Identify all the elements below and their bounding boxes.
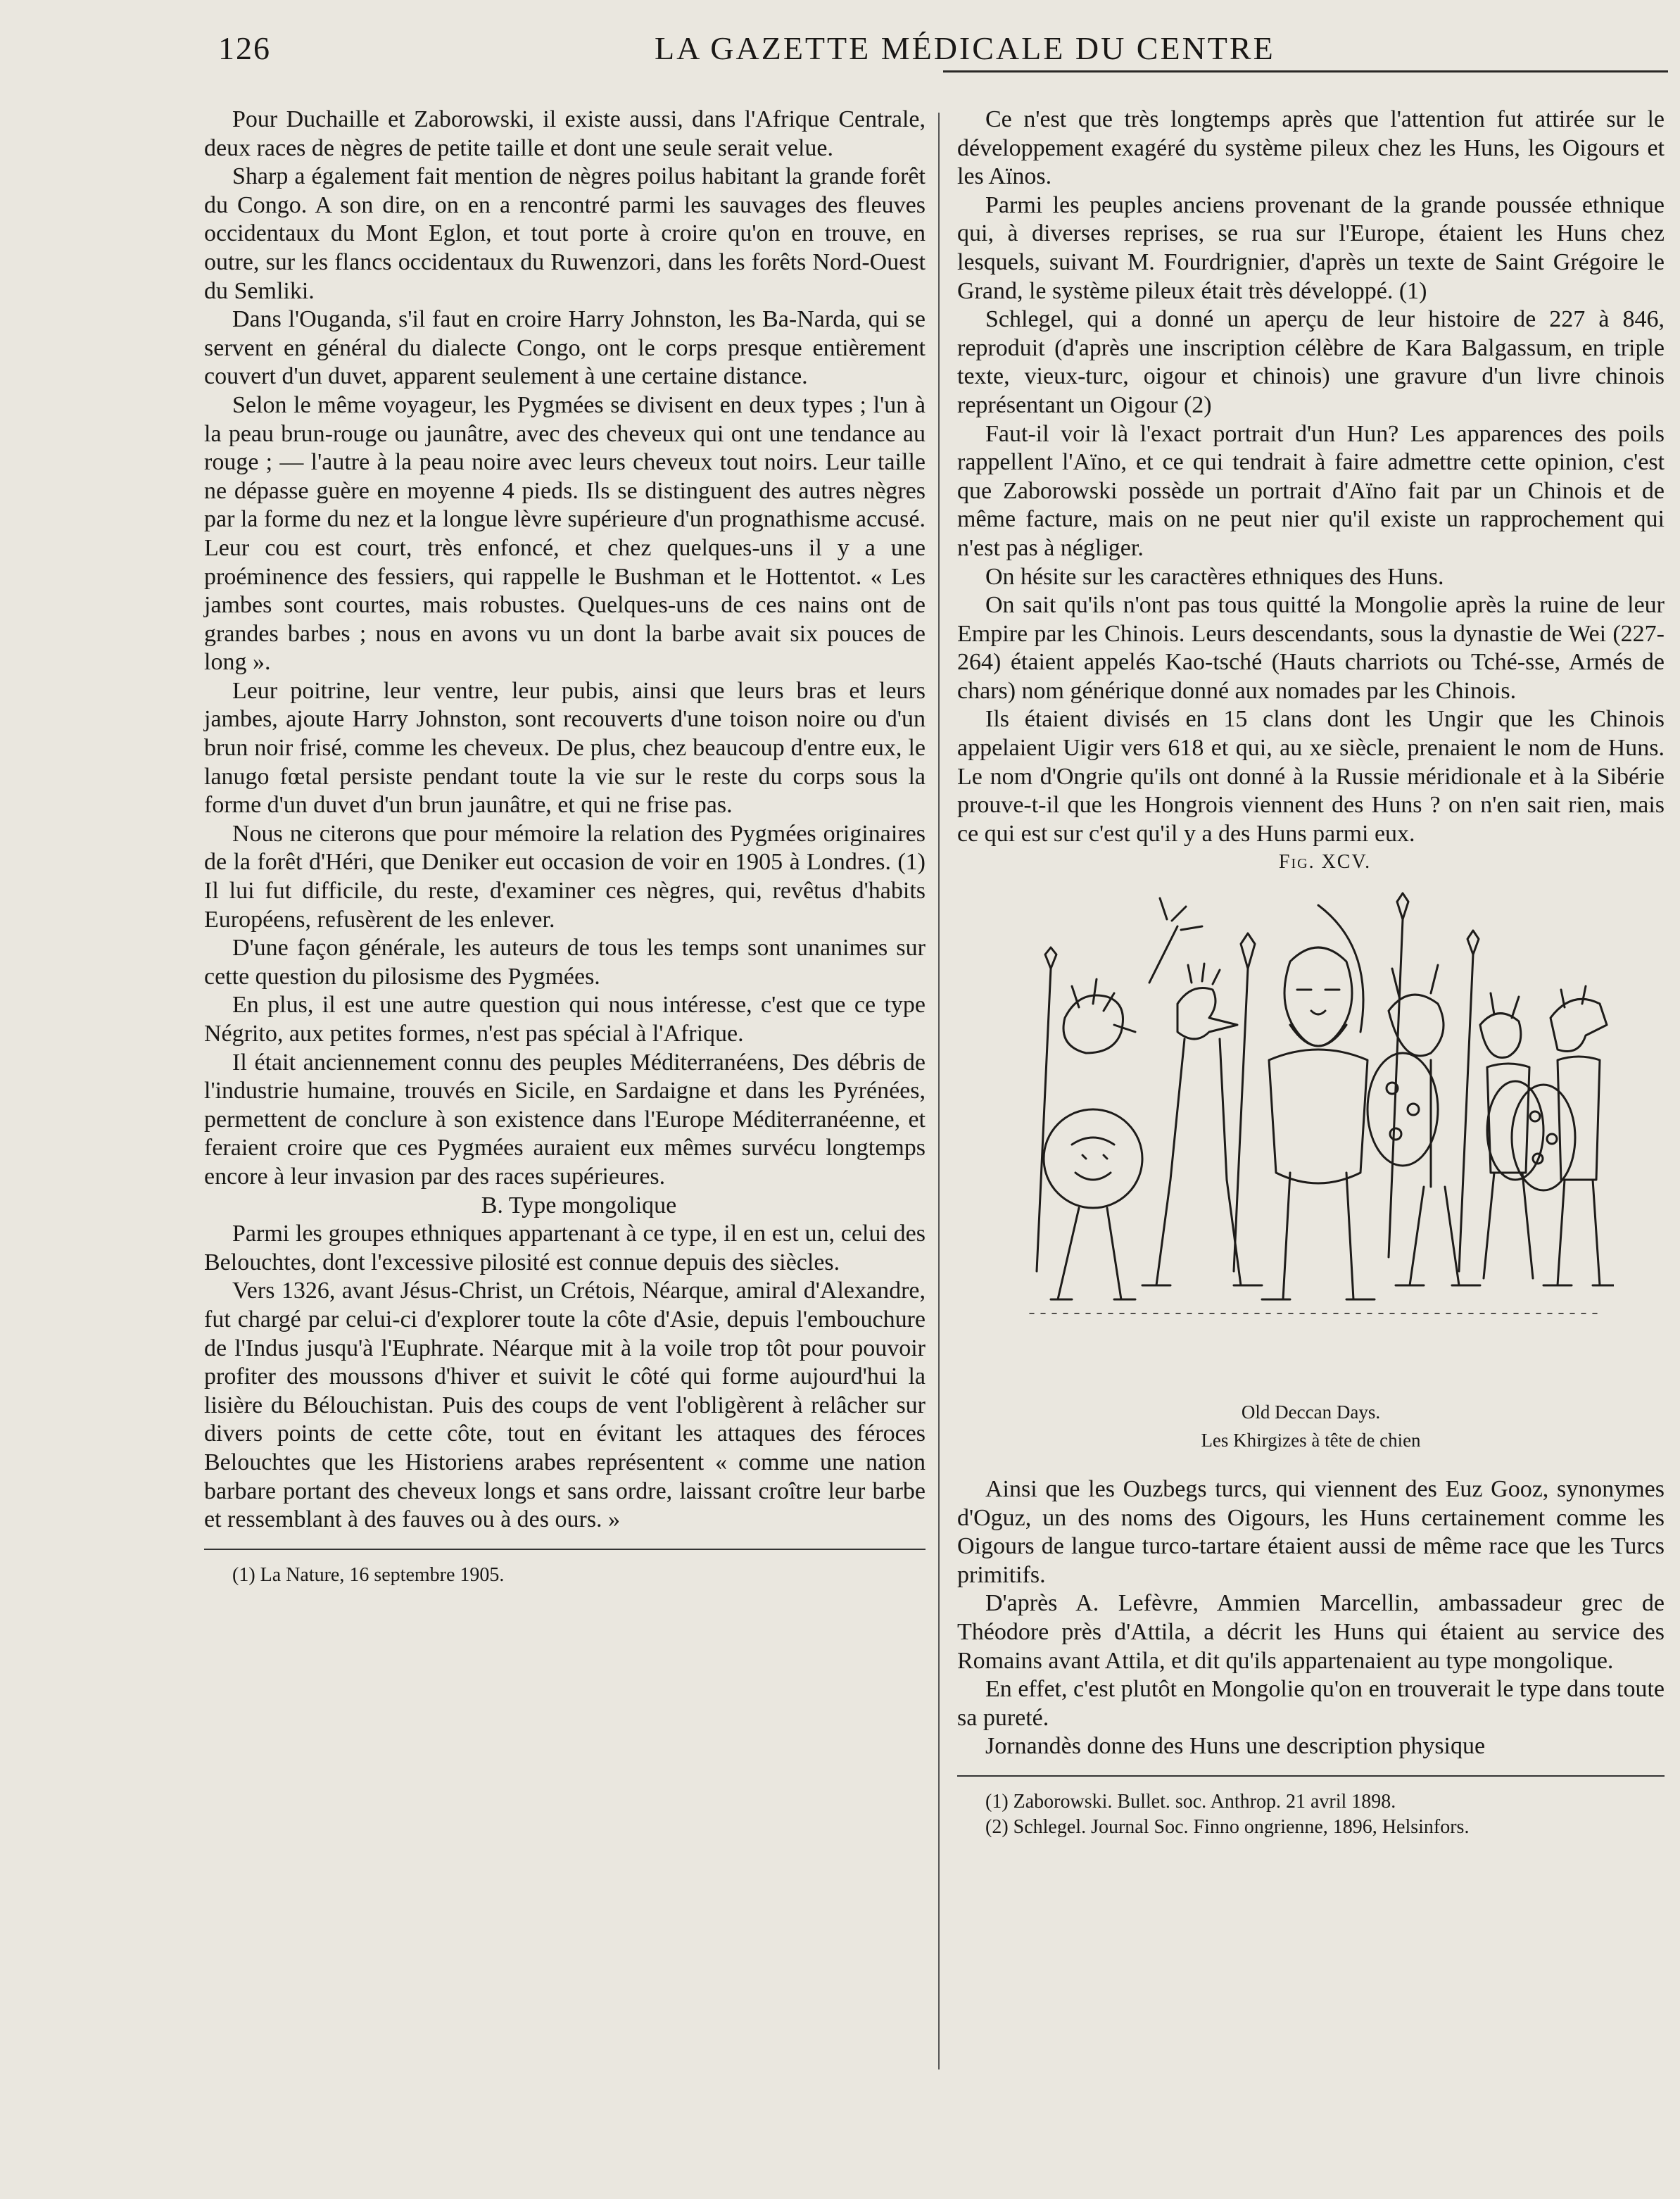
warrior-figure-1 bbox=[1037, 947, 1142, 1299]
figure-caption-line: Les Khirgizes à tête de chien bbox=[1201, 1430, 1421, 1451]
paragraph: Jornandès donne des Huns une description physique bbox=[985, 1733, 1486, 1760]
column-divider bbox=[938, 113, 940, 2069]
paragraph: Ce n'est que très longtemps après que l'attention fut attirée sur le développement exagéré du système pileux chez les Huns, les Oigours et les Aïnos. bbox=[957, 106, 1665, 190]
footnote: (1) Zaborowski. Bullet. soc. Anthrop. 21 avril 1898. bbox=[985, 1790, 1396, 1813]
paragraph: En plus, il est une autre question qui nous intéresse, c'est que ce type Négrito, aux petites formes, n'est pas spécial à l'Afrique. bbox=[204, 992, 926, 1047]
footnote: (1) La Nature, 16 septembre 1905. bbox=[232, 1563, 505, 1586]
section-heading: B. Type mongolique bbox=[481, 1192, 677, 1218]
paragraph: Vers 1326, avant Jésus-Christ, un Crétois, Néarque, amiral d'Alexandre, fut chargé par celui-ci d'explorer toute la côte d'Asie, depuis l'embouchure de l'Indus jusqu'à l'Euphrate. Néarque mit à la voile trop tôt pour pouvoir profiter des moussons d'hiver et suivit le côté qui forme aujourd'hui la lisière du Bélouchistan. Puis des coups de vent l'obligèrent à relâcher sur divers points de cette côte, tout en évitant les attaques des féroces Belouchtes que les Historiens arabes représentent « comme une nation barbare portant des cheveux longs et sans ordre, laissant croître leur barbe et ressemblant à des fauves ou à des ours. » bbox=[204, 1278, 926, 1533]
paragraph: Parmi les groupes ethniques appartenant à ce type, il en est un, celui des Belouchtes, dont l'excessive pilosité est connue depuis des siècles. bbox=[204, 1221, 926, 1275]
paragraph: Ainsi que les Ouzbegs turcs, qui viennent des Euz Gooz, synonymes d'Oguz, un des noms des Oigours, les Huns certainement comme les Oigours de langue turco-tartare étaient aussi de même race que les Turcs primitifs. bbox=[957, 1476, 1665, 1588]
paragraph: Schlegel, qui a donné un aperçu de leur histoire de 227 à 846, reproduit (d'après une inscription célèbre de Kara Balgassum, en triple texte, vieux-turc, oigour et chinois) une gravure d'un livre chinois représentant un Oigour (2) bbox=[957, 306, 1665, 418]
paragraph: Leur poitrine, leur ventre, leur pubis, ainsi que leurs bras et leurs jambes, ajoute Harry Johnston, sont recouverts d'une toison noire ou d'un brun noir frisé, comme les cheveux. De plus, chez beaucoup d'entre eux, le lanugo fœtal persiste pendant toute la vie sur le reste du corps sous la forme d'un duvet d'un brun jaunâtre, et qui ne frise pas. bbox=[204, 677, 926, 819]
footnote: (2) Schlegel. Journal Soc. Finno ongrienne, 1896, Helsinfors. bbox=[985, 1815, 1470, 1838]
warrior-figure-3 bbox=[1234, 905, 1375, 1299]
paragraph: D'après A. Lefèvre, Ammien Marcellin, ambassadeur grec de Théodore près d'Attila, a décrit les Huns qui étaient au service des Romains avant Attila, et dit qu'ils appartenaient au type mongolique. bbox=[957, 1590, 1665, 1674]
paragraph: En effet, c'est plutôt en Mongolie qu'on en trouverait le type dans toute sa pureté. bbox=[957, 1676, 1665, 1731]
running-title: LA GAZETTE MÉDICALE DU CENTRE bbox=[655, 30, 1275, 66]
figure-label: Fig. XCV. bbox=[1278, 851, 1372, 874]
paragraph: Dans l'Ouganda, s'il faut en croire Harry Johnston, les Ba-Narda, qui se servent en général du dialecte Congo, ont le corps presque entièrement couvert d'un duvet, apparent seulement à une certaine distance. bbox=[204, 306, 926, 390]
figure-caption-line: Old Deccan Days. bbox=[1241, 1401, 1381, 1423]
footnote-rule bbox=[204, 1549, 926, 1550]
paragraph: D'une façon générale, les auteurs de tous les temps sont unanimes sur cette question du pilosisme des Pygmées. bbox=[204, 935, 926, 990]
header-rule bbox=[943, 70, 1668, 73]
figure-caption bbox=[957, 1398, 1665, 1454]
paragraph: Nous ne citerons que pour mémoire la relation des Pygmées originaires de la forêt d'Héri, que Deniker eut occasion de voir en 1905 à Londres. (1) Il lui fut difficile, du reste, d'examiner ces nègres, qui, revêtus d'habits Européens, refusèrent de les enlever. bbox=[204, 820, 926, 933]
paragraph: Parmi les peuples anciens provenant de la grande poussée ethnique qui, à diverses reprises, se rua sur l'Europe, étaient les Huns chez lesquels, suivant M. Fourdrignier, d'après un texte de Saint Grégoire le Grand, le système pileux était très développé. (1) bbox=[957, 191, 1665, 304]
warrior-figure-4 bbox=[1368, 893, 1480, 1285]
footnote-rule bbox=[957, 1775, 1665, 1777]
paragraph: Pour Duchaille et Zaborowski, il existe aussi, dans l'Afrique Centrale, deux races de nègres de petite taille et dont une seule serait velue. bbox=[204, 106, 926, 161]
paragraph: Faut-il voir là l'exact portrait d'un Hun? Les apparences des poils rappellent l'Aïno, et ce qui tendrait à faire admettre cette opinion, c'est que Zaborowski possède un portrait d'Aïno fait par un Chinois et de même facture, mais on ne peut nier qu'il existe un rapprochement qui n'est pas à négliger. bbox=[957, 420, 1665, 561]
paragraph: Sharp a également fait mention de nègres poilus habitant la grande forêt du Congo. A son dire, on en a rencontré parmi les sauvages des fleuves occidentaux du Mont Eglon, et tout porte à croire qu'on en trouve, en outre, sur les flancs occidentaux du Ruwenzori, dans les forêts Nord-Ouest du Semliki. bbox=[204, 163, 926, 304]
left-column bbox=[204, 106, 926, 1588]
paragraph: On sait qu'ils n'ont pas tous quitté la Mongolie après la ruine de leur Empire par les Chinois. Leurs descendants, sous la dynastie de Wei (227-264) étaient appelés Kao-tsché (Hauts charriots ou Tché-sse, Armés de chars) nom générique donné aux nomades par les Chinois. bbox=[957, 592, 1665, 704]
page-number: 126 bbox=[218, 30, 271, 66]
right-column bbox=[957, 106, 1665, 1840]
paragraph: On hésite sur les caractères ethniques des Huns. bbox=[985, 563, 1444, 590]
figure-illustration bbox=[1009, 877, 1614, 1384]
paragraph: Ils étaient divisés en 15 clans dont les Ungir que les Chinois appelaient Uigir vers 618 et qui, au xe siècle, prenaient le nom de Huns. Le nom d'Ongrie qu'ils ont donné à la Russie méridionale et à la Sibérie prouve-t-il que les Hongrois viennent des Huns ? on n'en sait rien, mais ce qui est sur c'est qu'il y a des Huns parmi eux. bbox=[957, 706, 1665, 847]
paragraph: Il était anciennement connu des peuples Méditerranéens, Des débris de l'industrie humaine, trouvés en Sicile, en Sardaigne et dans les Pyrénées, permettent de conclure à son existence dans l'Europe Méditerranéenne, et feraient croire que ces Pygmées auraient eux mêmes survécu longtemps encore à leur invasion par des races supérieures. bbox=[204, 1049, 926, 1190]
warrior-figure-5 bbox=[1459, 931, 1543, 1278]
paragraph: Selon le même voyageur, les Pygmées se divisent en deux types ; l'un à la peau brun-rouge ou jaunâtre, avec des cheveux qui ont une tendance au rouge ; — l'autre à la peau noire avec leurs cheveux tout noirs. Leur taille ne dépasse guère en moyenne 4 pieds. Ils se distinguent des autres nègres par la forme du nez et la longue lèvre supérieure d'un prognathisme accusé. Leur cou est court, très enfoncé, et chez quelques-uns il y a une proéminence des fessiers, qui rappelle le Bushman et le Hottentot. « Les jambes sont courtes, mais robustes. Quelques-uns de ces nains ont de grandes barbes ; nous en avons vu un dont la barbe avait six pouces de long ». bbox=[204, 391, 926, 676]
